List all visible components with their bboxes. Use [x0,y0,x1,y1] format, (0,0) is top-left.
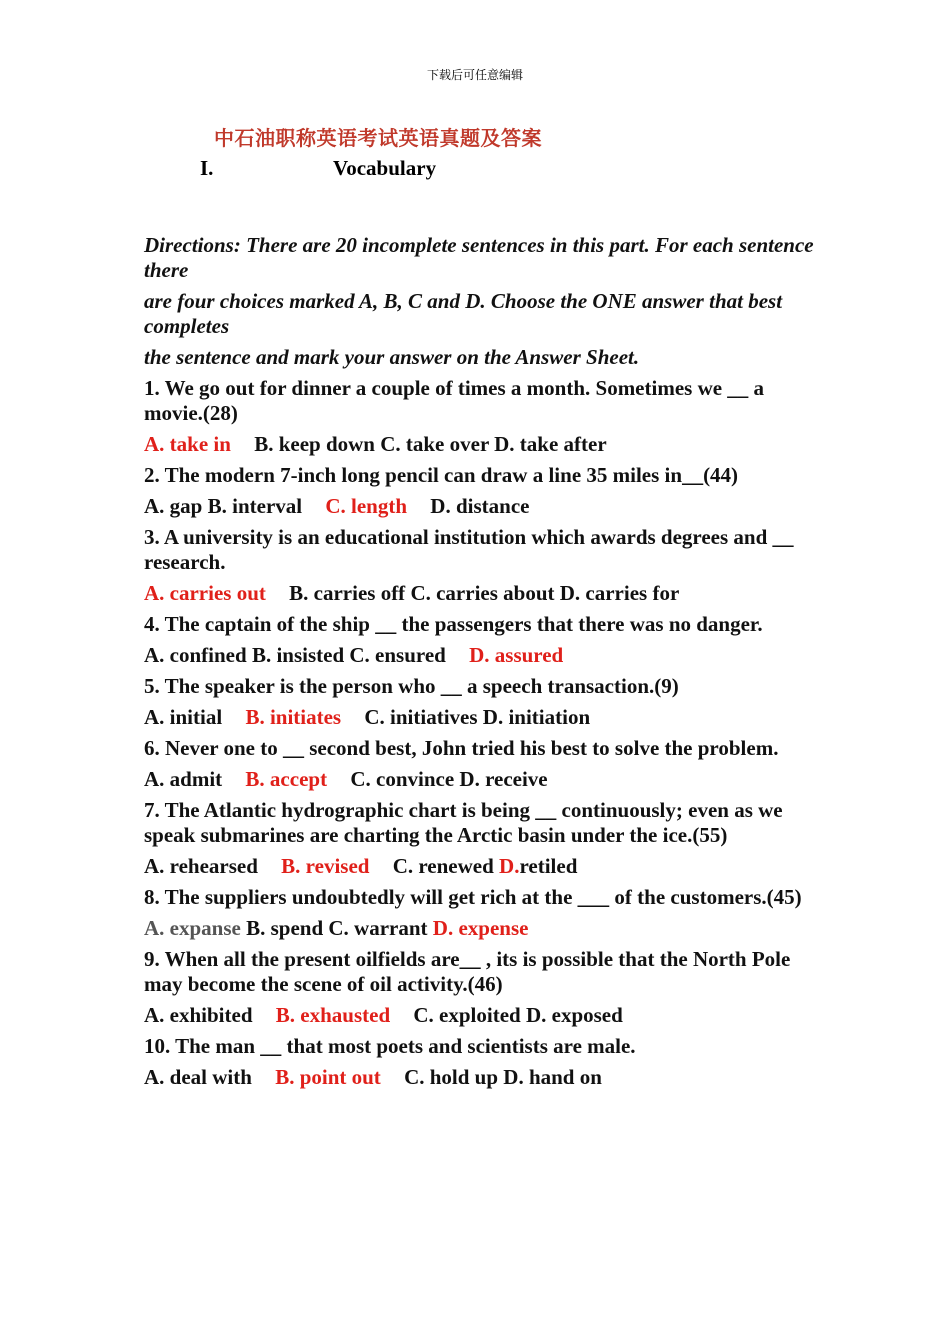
directions-line: are four choices marked A, B, C and D. Choose the ONE answer that best completes [144,289,783,338]
question-options [144,767,814,792]
answer-option: C. convince [350,767,455,791]
document-body [144,233,814,1096]
answer-option-correct: B. exhausted [275,1003,391,1027]
answer-option-correct: D. expense [432,916,529,940]
answer-option-correct: B. revised [281,854,370,878]
answer-option: D. distance [430,494,530,518]
document-title: 中石油职称英语考试英语真题及答案 [214,126,542,150]
question-text: 5. The speaker is the person who __ a speech transaction.(9) [144,674,679,698]
answer-option: B. carries off [289,581,406,605]
answer-option-correct: B. initiates [245,705,342,729]
answer-option: C. ensured [349,643,446,667]
answer-option: C. renewed [392,854,494,878]
answer-option: C. exploited [413,1003,521,1027]
answer-option-correct: A. take in [144,432,231,456]
question-options [144,854,814,879]
answer-option: D. exposed [525,1003,623,1027]
directions-line: Directions: There are 20 incomplete sentences in this part. For each sentence there [144,233,814,282]
question-options [144,705,814,730]
answer-option: C. hold up [404,1065,499,1089]
answer-option-correct: A. carries out [144,581,266,605]
answer-option-correct: B. point out [275,1065,381,1089]
question-options [144,494,814,519]
directions [144,233,814,370]
answer-option: C. warrant [328,916,428,940]
answer-option: A. rehearsed [144,854,258,878]
answer-option: D. carries for [559,581,680,605]
question-options [144,916,814,941]
answer-option: D. receive [459,767,548,791]
answer-option: B. insisted [251,643,345,667]
answer-option: retiled [519,854,578,878]
question-text: 10. The man __ that most poets and scientists are male. [144,1034,636,1058]
question-options [144,581,814,606]
answer-option: B. interval [207,494,303,518]
question-text: 9. When all the present oilfields are__ , its is possible that the North Pole may become the scene of oil activity.(46) [144,947,791,996]
section-number: I. [200,156,214,180]
section-name: Vocabulary [333,156,437,180]
question-options [144,643,814,668]
answer-option: A. deal with [144,1065,252,1089]
answer-option: A. admit [144,767,223,791]
question-text: 7. The Atlantic hydrographic chart is being __ continuously; even as we speak submarines are charting the Arctic basin under the ice.(55) [144,798,783,847]
answer-option: A. exhibited [144,1003,253,1027]
answer-option-correct: C. length [325,494,408,518]
question-options [144,1003,814,1028]
answer-option: A. gap [144,494,203,518]
answer-option: C. take over [380,432,489,456]
question-text: 4. The captain of the ship __ the passengers that there was no danger. [144,612,763,636]
question-options [144,432,814,457]
question-text: 1. We go out for dinner a couple of times a month. Sometimes we __ a movie.(28) [144,376,765,425]
answer-option: B. keep down [254,432,375,456]
answer-option-correct: B. accept [245,767,328,791]
question-options [144,1065,814,1090]
answer-option: C. initiatives [364,705,478,729]
answer-option: A. initial [144,705,223,729]
answer-option: D. initiation [482,705,591,729]
header-note: 下载后可任意编辑 [426,68,523,82]
directions-line: the sentence and mark your answer on the Answer Sheet. [144,345,640,369]
answer-option: D. take after [494,432,607,456]
answer-option-correct: D. assured [469,643,564,667]
answer-option: B. spend [246,916,324,940]
question-text: 6. Never one to __ second best, John tried his best to solve the problem. [144,736,779,760]
answer-option-letter: D. [499,854,520,878]
answer-option: A. confined [144,643,247,667]
question-text: 3. A university is an educational institution which awards degrees and __ research. [144,525,794,574]
question-text: 8. The suppliers undoubtedly will get rich at the ___ of the customers.(45) [144,885,802,909]
answer-option: C. carries about [410,581,555,605]
answer-option: D. hand on [503,1065,602,1089]
question-text: 2. The modern 7-inch long pencil can draw a line 35 miles in__(44) [144,463,739,487]
answer-option: A. expanse [144,916,241,940]
